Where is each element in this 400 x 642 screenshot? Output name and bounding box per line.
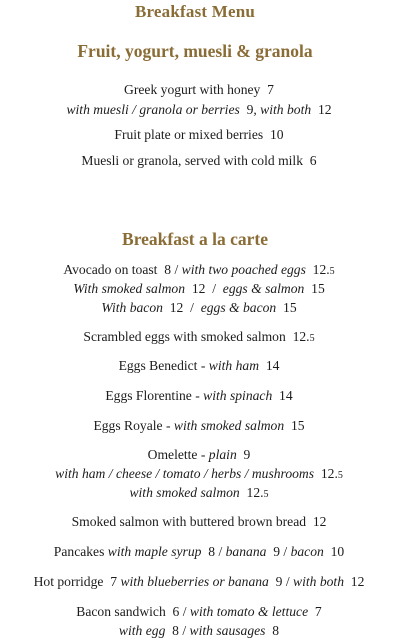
- menu-item-avocado-bacon: With bacon 12 / eggs & bacon 15: [101, 300, 297, 315]
- menu-item-muesli: Muesli or granola, served with cold milk 6: [81, 153, 317, 168]
- menu-item-greek-yogurt-extras: with muesli / granola or berries 9, with both 12: [66, 102, 332, 117]
- menu-item-fruit-plate: Fruit plate or mixed berries 10: [114, 127, 284, 142]
- menu-item-scrambled-eggs: Scrambled eggs with smoked salmon 12.5: [83, 329, 315, 344]
- menu-item-avocado-toast: Avocado on toast 8 / with two poached eggs 12.5: [63, 262, 335, 277]
- menu-item-pancakes: Pancakes with maple syrup 8 / banana 9 / bacon 10: [53, 544, 345, 559]
- menu-item-bacon-sandwich-extras: with egg 8 / with sausages 8: [118, 623, 280, 638]
- menu-item-eggs-benedict: Eggs Benedict - with ham 14: [118, 358, 280, 373]
- section-heading-a-la-carte: Breakfast a la carte: [122, 229, 268, 249]
- menu-item-avocado-salmon: With smoked salmon 12 / eggs & salmon 15: [73, 281, 325, 296]
- menu-item-greek-yogurt: Greek yogurt with honey 7: [124, 82, 274, 97]
- menu-item-omelette-salmon: with smoked salmon 12.5: [129, 485, 269, 500]
- menu-item-eggs-royale: Eggs Royale - with smoked salmon 15: [93, 418, 305, 433]
- menu-item-hot-porridge: Hot porridge 7 with blueberries or banana 9 / with both 12: [33, 574, 365, 589]
- menu-item-omelette: Omelette - plain 9: [147, 447, 251, 462]
- menu-item-omelette-fillings: with ham / cheese / tomato / herbs / mushrooms 12.5: [55, 466, 343, 481]
- section-heading-fruit: Fruit, yogurt, muesli & granola: [77, 41, 313, 61]
- menu-item-smoked-salmon-bread: Smoked salmon with buttered brown bread 12: [71, 514, 327, 529]
- menu-title: Breakfast Menu: [134, 2, 256, 21]
- menu-item-eggs-florentine: Eggs Florentine - with spinach 14: [105, 388, 293, 403]
- menu-item-bacon-sandwich: Bacon sandwich 6 / with tomato & lettuce 7: [76, 604, 322, 619]
